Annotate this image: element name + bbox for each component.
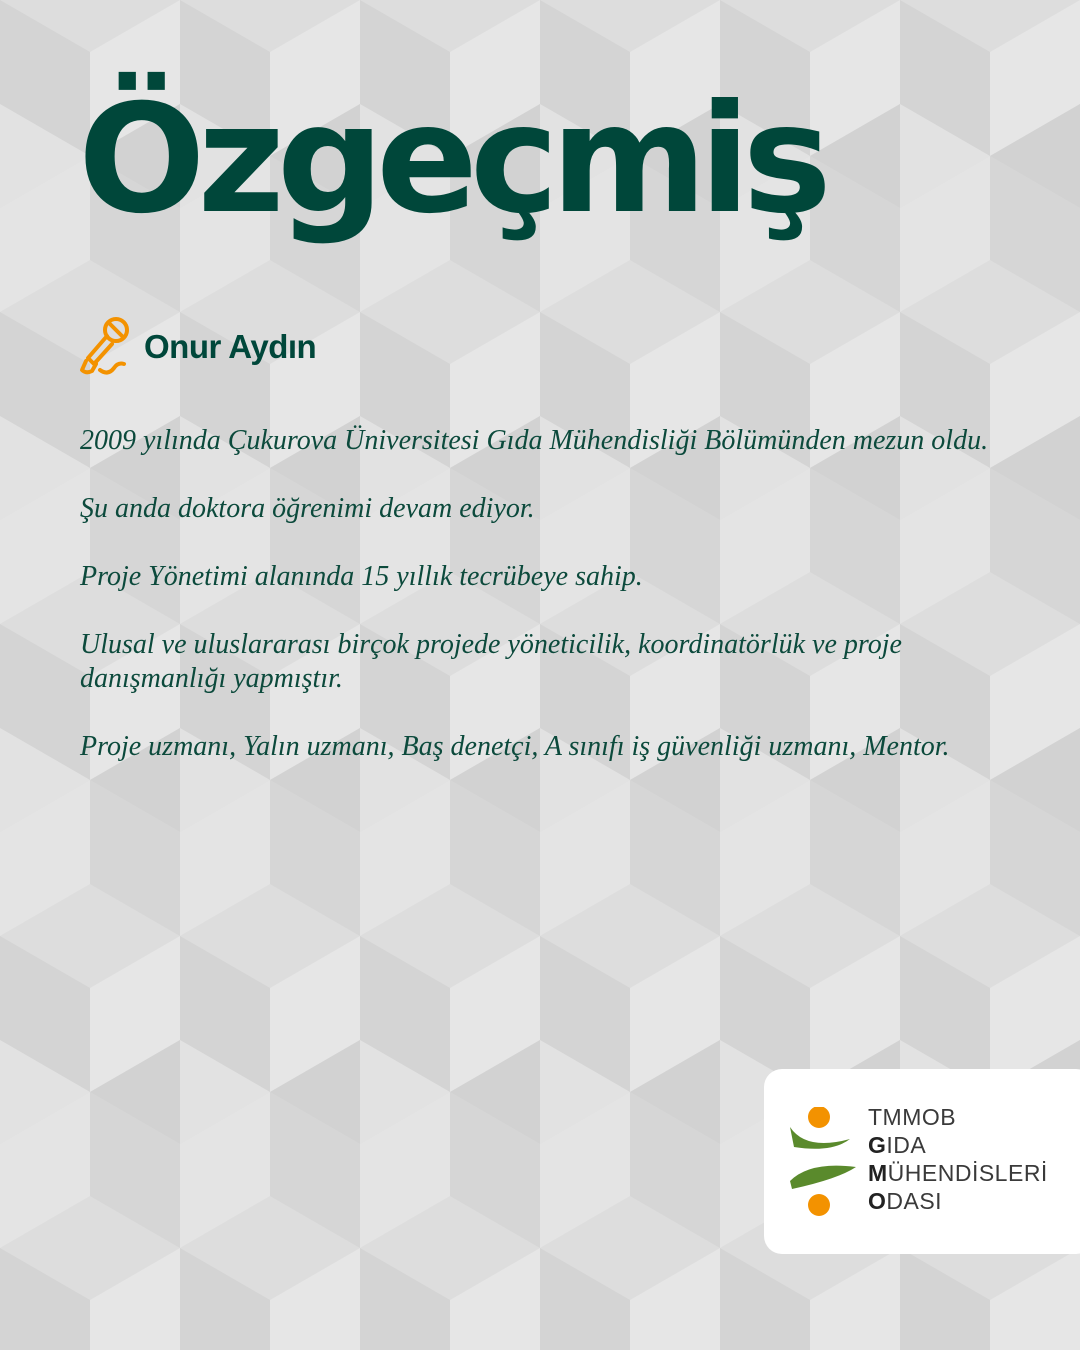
logo-line-odasi: ODASI [868,1188,943,1214]
logo-line-tmmob: TMMOB [868,1104,957,1130]
logo-line-gida: GIDA [868,1132,927,1158]
logo-line-muhendisleri: MÜHENDİSLERİ [868,1160,1048,1186]
microphone-icon [78,314,134,380]
speaker-header [78,314,316,380]
bio-paragraph: Proje Yönetimi alanında 15 yıllık tecrübeye sahip. [80,561,643,592]
organization-name [868,1103,1048,1215]
bio-paragraph: 2009 yılında Çukurova Üniversitesi Gıda Mühendisliği Bölümünden mezun oldu. [80,425,989,456]
bio-paragraph: Proje uzmanı, Yalın uzmanı, Baş denetçi, A sınıfı iş güvenliği uzmanı, Mentor. [80,731,950,762]
organization-logo-mark [788,1107,866,1219]
speaker-name: Onur Aydın [144,328,317,365]
bio-paragraph: Ulusal ve uluslararası birçok projede yöneticilik, koordinatörlük ve proje danışmanlığı yapmıştır. [80,629,902,694]
tmmob-logo-card [764,1069,1080,1254]
bio-paragraph: Şu anda doktora öğrenimi devam ediyor. [80,493,535,524]
biography-text [80,424,1040,798]
page-title: Özgeçmiş [78,73,824,247]
